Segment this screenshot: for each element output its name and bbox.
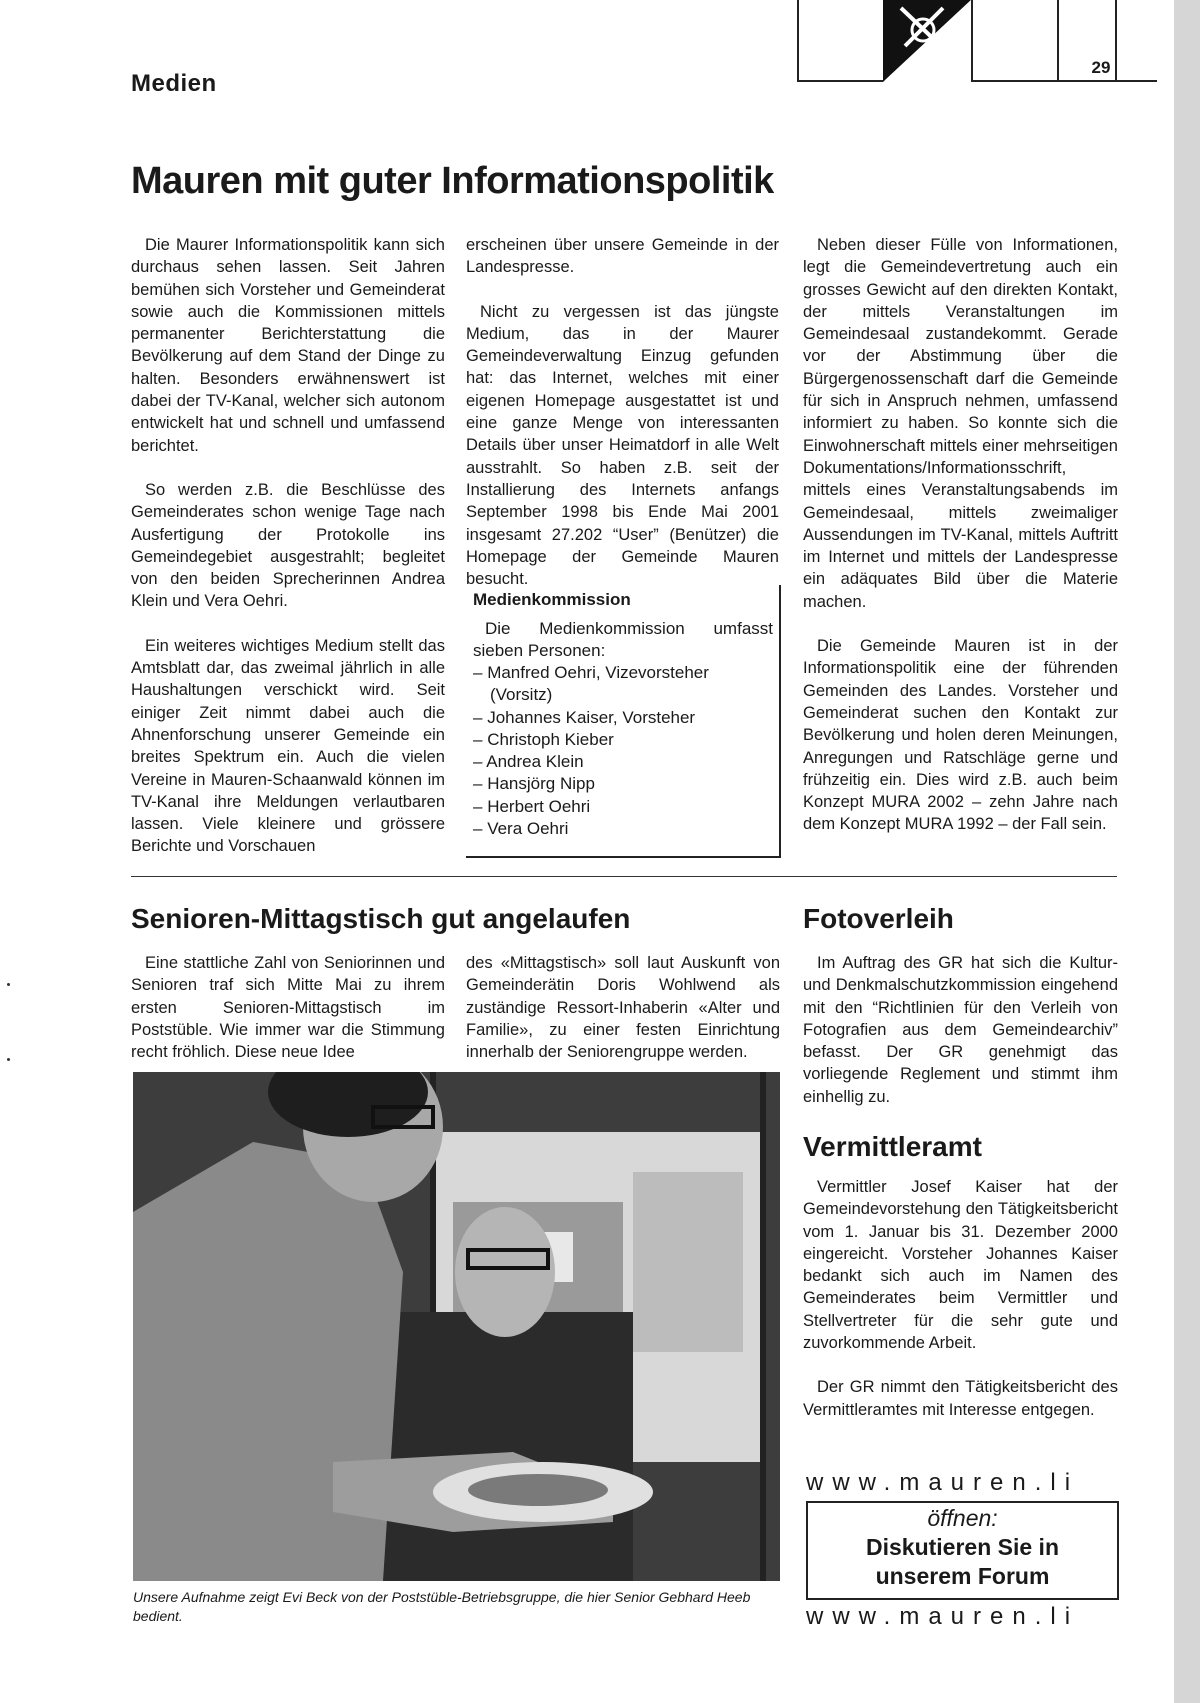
paragraph: Der GR nimmt den Tätigkeitsbericht des Vermittleramtes mit Interesse entgegen.	[803, 1378, 1118, 1419]
list-item: – Andrea Klein	[473, 751, 709, 773]
article-photo	[133, 1072, 780, 1581]
article-title: Senioren-Mittagstisch gut angelaufen	[131, 903, 631, 934]
list-item: – Christoph Kieber	[473, 729, 709, 751]
list-item: – Vera Oehri	[473, 818, 709, 840]
forum-open-label: öffnen:	[927, 1505, 998, 1531]
paragraph: Die Gemeinde Mauren ist in der Informationspolitik eine der führenden Gemeinden des Landes. Vorsteher und Gemeinderat suchen den Kontakt zur Bevölkerung und holen deren Meinungen, Anregungen und Ratschläge gerne und frühzeitig ein. Dies wird z.B. auch beim Konzept MURA 2002 – zehn Jahre nach dem Konzept MURA 1992 – der Fall sein.	[803, 637, 1118, 834]
member-list	[473, 662, 709, 840]
list-item: – Hansjörg Nipp	[473, 773, 709, 795]
paragraph: des «Mittagstisch» soll laut Auskunft von Gemeinderätin Doris Wohlwend als zuständige Ressort-Inhaberin «Alter und Familie», zu einer festen Einrichtung innerhalb der Seniorengruppe werden.	[466, 954, 780, 1062]
forum-text: Diskutieren Sie in	[865, 1534, 1059, 1560]
article-title: Mauren mit guter Informationspolitik	[131, 160, 774, 202]
paragraph: Die Maurer Informationspolitik kann sich durchaus sehen lassen. Seit Jahren bemühen sich Vorsteher und Gemeinderat sowie auch die Kommissionen mittels permanenter Berichterstattung die Bevölkerung auf dem Stand der Dinge zu halten. Besonders erwähnenswert ist dabei der TV-Kanal, welcher sich autonom entwickelt hat und schnell und umfassend berichtet.	[131, 236, 445, 455]
article-column	[803, 952, 1118, 1130]
scan-speck	[7, 1058, 10, 1061]
list-item: – Johannes Kaiser, Vorsteher	[473, 707, 709, 729]
scan-speck	[7, 983, 10, 986]
article-column-2	[466, 234, 779, 612]
forum-text: unserem Forum	[875, 1563, 1050, 1589]
page-edge	[1174, 0, 1200, 1703]
paragraph: erscheinen über unsere Gemeinde in der Landespresse.	[466, 236, 779, 277]
page-number: 29	[1091, 58, 1111, 77]
article-column-1	[131, 234, 445, 880]
paragraph: Nicht zu vergessen ist das jüngste Medium, das in der Maurer Gemeindeverwaltung Einzug gefunden hat: das Internet, welches mit einer eigenen Homepage ausgestattet ist und eine ganze Menge von interessanten Details über unser Heimatdorf in alle Welt ausstrahlt. So haben z.B. seit der Installierung des Internets anfangs September 1998 bis Ende Mai 2001 insgesamt 27.202 “User” (Benützer) die Homepage der Gemeinde Mauren besucht.	[466, 302, 779, 589]
article-title: Fotoverleih	[803, 903, 954, 934]
section-divider	[131, 876, 1117, 877]
paragraph: Eine stattliche Zahl von Seniorinnen und Senioren traf sich Mitte Mai zu ihrem ersten Senioren-Mittagstisch im Poststüble. Wie immer war die Stimmung recht fröhlich. Diese neue Idee	[131, 954, 445, 1062]
info-box-intro: Die Medienkommission umfasst sieben Personen:	[473, 619, 773, 661]
list-item: (Vorsitz)	[490, 685, 553, 705]
article-title: Vermittleramt	[803, 1131, 982, 1162]
list-item: – Herbert Oehri	[473, 796, 709, 818]
article-column-2	[466, 952, 780, 1085]
paragraph: Im Auftrag des GR hat sich die Kultur- und Denkmalschutzkommission eingehend mit den “Richtlinien für den Verleih von Fotografien aus dem Gemeindearchiv” befasst. Der GR genehmigt das vorliegende Reglement und stimmt ihm einhellig zu.	[803, 954, 1118, 1106]
paragraph: Ein weiteres wichtiges Medium stellt das Amtsblatt dar, das zweimal jährlich in alle Haushaltungen verschickt wird. Seit einiger Zeit nimmt dabei auch die Ahnenforschung unserer Gemeinde ein breites Spektrum ein. Auch die vielen Vereine in Mauren-Schaanwald können im TV-Kanal ihre Meldungen verlautbaren lassen. Viele kleinere und grössere Berichte und Vorschauen	[131, 636, 445, 856]
paragraph: Neben dieser Fülle von Informationen, legt die Gemeindevertretung auch ein grosses Gewicht auf den direkten Kontakt, der mittels Veranstaltungen im Gemeindesaal zustandekommt. Gerade vor der Abstimmung über die Bürgergenossenschaft darf die Gemeinde für sich in Anspruch nehmen, umfassend informiert zu haben. So konnte sich die Einwohnerschaft mittels einer mehrseitigen Dokumentations/Informationsschrift, mittels eines Veranstaltungsabends im Gemeindesaal, mittels zweimaliger Aussendungen im TV-Kanal, mittels Auftritt im Internet und mittels der Landespresse ein adäquates Bild über die Materie machen.	[803, 236, 1118, 611]
website-url: www.mauren.li	[806, 1469, 1080, 1496]
header-divider	[971, 0, 973, 80]
article-column	[803, 1176, 1118, 1443]
section-title: Medien	[131, 70, 217, 97]
paragraph: Vermittler Josef Kaiser hat der Gemeindevorstehung den Tätigkeitsbericht vom 1. Januar bis 31. Dezember 2000 eingereicht. Vorsteher Johannes Kaiser bedankt sich auch im Namen des Gemeinderates beim Vermittler und Stellvertreter für die sehr gute und zuvorkommende Arbeit.	[803, 1178, 1118, 1353]
list-item: – Manfred Oehri, Vizevorsteher	[473, 662, 709, 684]
header-divider	[1057, 0, 1059, 80]
info-box-title: Medienkommission	[473, 590, 631, 609]
website-url: www.mauren.li	[806, 1603, 1080, 1630]
paragraph: So werden z.B. die Beschlüsse des Gemeinderates schon wenige Tage nach Ausfertigung der Protokolle ins Gemeindegebiet ausgestrahlt; begleitet von den beiden Sprecherinnen Andrea Klein und Vera Oehri.	[131, 480, 445, 611]
article-column-3	[803, 234, 1118, 858]
photo-caption: Unsere Aufnahme zeigt Evi Beck von der Poststüble-Betriebsgruppe, die hier Senior Gebhard Heeb bedient.	[133, 1589, 751, 1624]
forum-promo-box	[806, 1501, 1119, 1600]
coat-of-arms-emblem	[883, 0, 971, 82]
article-column-1	[131, 952, 445, 1085]
